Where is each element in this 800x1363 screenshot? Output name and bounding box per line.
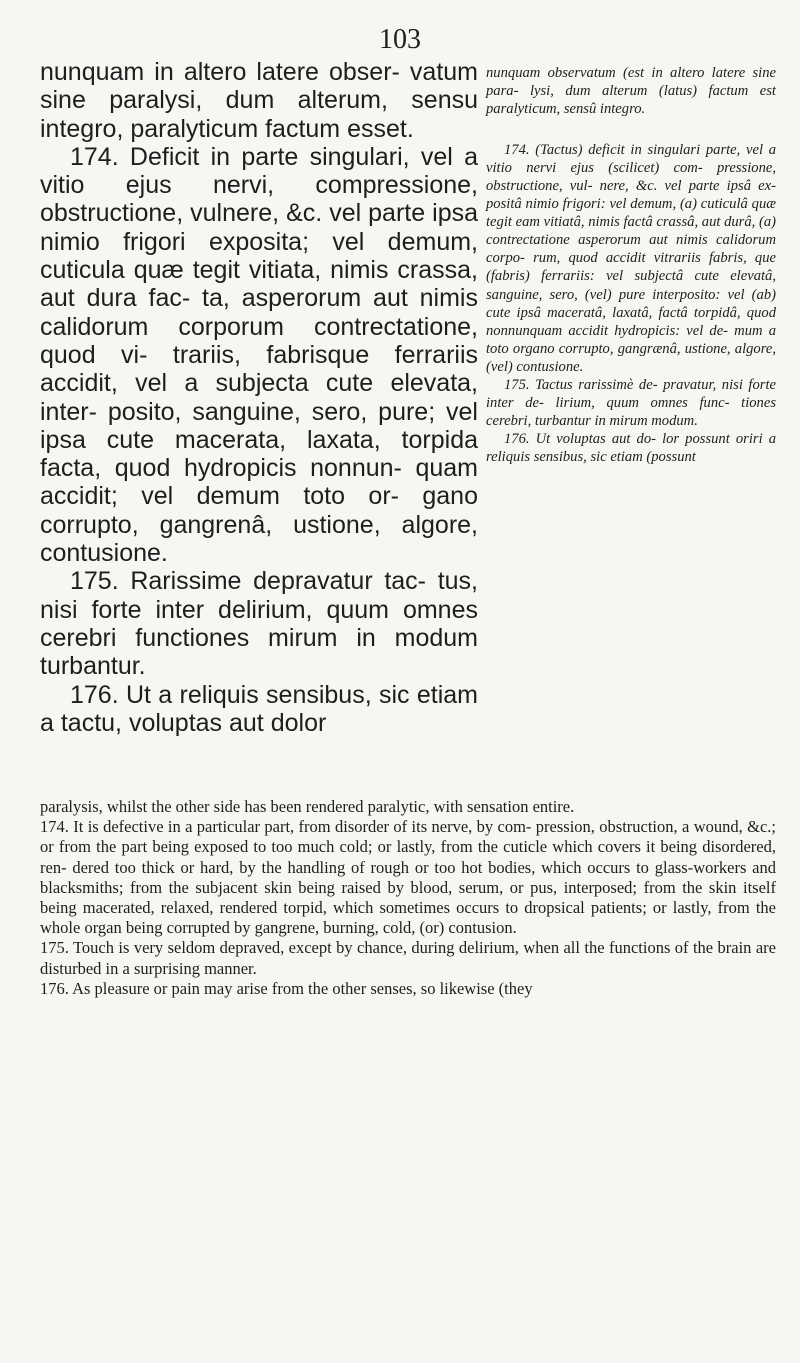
ordo-paragraph-176: 176. Ut voluptas aut do- lor possunt oriri a reliquis sensibus, sic etiam (possunt xyxy=(486,430,776,465)
english-translation xyxy=(40,797,776,999)
ordo-paragraph-175: 175. Tactus rarissimè de- pravatur, nisi forte inter de- lirium, quum omnes func- tiones cerebri, turbantur in mirum modum. xyxy=(486,376,776,429)
page-number: 103 xyxy=(379,24,421,55)
english-paragraph-174: 174. It is defective in a particular part, from disorder of its nerve, by com- pression, obstruction, a wound, &c.; or from the part being exposed to too much cold; or lastly, from the cuticle which covers it being disordered, ren- dered too thick or hard, by the handling of rough or too hot bodies, which occurs to glass-workers and blacksmiths; from the subjacent skin being raised by blood, serum, or pus, interposed; from the skin itself being macerated, relaxed, rendered torpid, which sometimes occurs to dropsical patients; or lastly, from the whole organ being corrupted by gangrene, burning, cold, (or) contusion. xyxy=(40,817,776,938)
latin-paragraph-174: 174. Deficit in parte singulari, vel a vitio ejus nervi, compressione, obstructione, vulnere, &c. vel parte ipsa nimio frigori exposita; vel demum, cuticula quæ tegit vitiata, nimis crassa, aut dura fac- ta, asperorum aut nimis calidorum corporum contrectatione, quod vi- trariis, fabrisque ferrariis accidit, vel a subjecta cute elevata, inter- posito, sanguine, sero, pure; vel ipsa cute macerata, laxata, torpida facta, quod hydropicis nonnun- quam accidit; vel demum toto or- gano corrupto, gangrenâ, ustione, algore, contusione. xyxy=(40,142,478,568)
latin-paragraph-175: 175. Rarissime depravatur tac- tus, nisi forte inter delirium, quum omnes cerebri functiones mirum in modum turbantur. xyxy=(40,567,478,681)
english-paragraph: paralysis, whilst the other side has been rendered paralytic, with sensation entire. xyxy=(40,797,575,816)
latin-paragraph-176: 176. Ut a reliquis sensibus, sic etiam a tactu, voluptas aut dolor xyxy=(40,680,478,737)
ordo-paragraph-174: 174. (Tactus) deficit in singulari parte, vel a vitio nervi ejus (scilicet) com- pressione, obstructione, vul- nere, &c. vel parte ipsâ ex- positâ nimio frigori: vel demum, (a) cuticulâ quæ tegit eam vitiatâ, nimis factâ crassâ, aut durâ, (a) contrectatione asperorum aut nimis calidorum corpo- rum, quod accidit vitrariis fabris, que (fabris) ferrariis: vel subjectâ cute elevatâ, sanguine, sero, (vel) pure interposito: vel (ab) cute ipsâ maceratâ, laxatâ, factâ torpidâ, quod nonnunquam accidit hydropicis: vel de- mum a toto organo corrupto, gangrænâ, ustione, algore, (vel) contusione. xyxy=(486,142,776,375)
latin-main-text xyxy=(40,58,478,737)
latin-ordo-column xyxy=(486,64,776,466)
latin-paragraph: nunquam in altero latere obser- vatum sine paralysi, dum alterum, sensu integro, paralyticum factum esset. xyxy=(40,58,478,143)
ordo-paragraph: nunquam observatum (est in altero latere sine para- lysi, dum alterum (latus) factum est paralyticum, sensû integro. xyxy=(486,65,776,118)
english-paragraph-175: 175. Touch is very seldom depraved, except by chance, during delirium, when all the functions of the brain are disturbed in a surprising manner. xyxy=(40,938,776,978)
english-paragraph-176: 176. As pleasure or pain may arise from the other senses, so likewise (they xyxy=(40,978,533,998)
